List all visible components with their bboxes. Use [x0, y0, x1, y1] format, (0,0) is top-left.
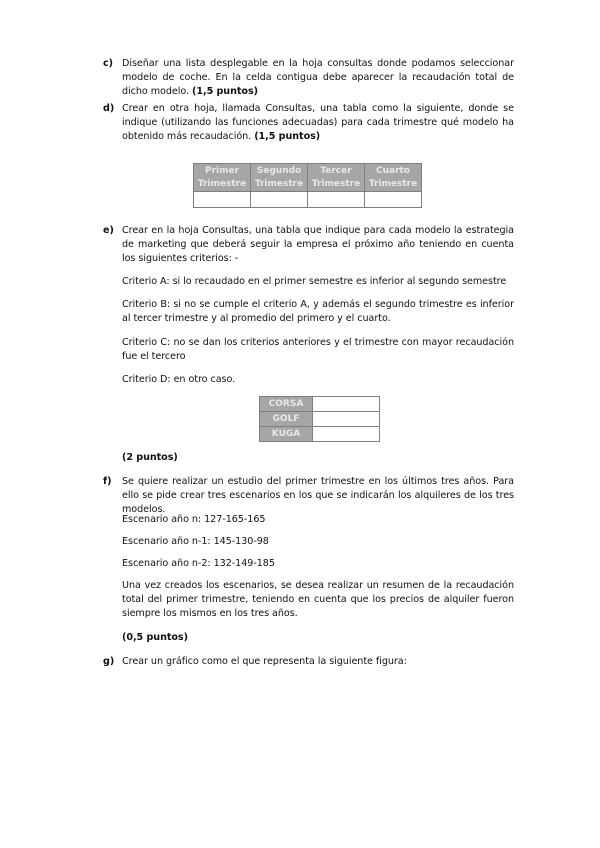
table-cell	[313, 427, 380, 442]
table-row	[260, 412, 380, 427]
item-e-points: (2 puntos)	[122, 452, 178, 463]
item-d-body: Crear en otra hoja, llamada Consultas, una tabla como la siguiente, donde se indique (utilizando las funciones adecuadas) para cada trimestre qué modelo ha obtenido más recaudación.	[122, 103, 514, 142]
header-cuarto-trimestre: Cuarto Trimestre	[365, 164, 422, 192]
item-c-marker: c)	[103, 58, 114, 69]
model-name-golf: GOLF	[260, 412, 313, 427]
item-e-marker: e)	[103, 225, 114, 236]
item-f-text: Se quiere realizar un estudio del primer trimestre en los últimos tres años. Para ello se pide crear tres escenarios en los que se indicarán los alquileres de los tres modelos.	[122, 476, 514, 515]
table-cell	[365, 192, 422, 208]
item-c-text	[122, 57, 514, 99]
table-cell	[308, 192, 365, 208]
item-d-points: (1,5 puntos)	[254, 131, 321, 142]
escenario-n-2: Escenario año n-2: 132-149-185	[122, 558, 275, 569]
item-e-text: Crear en la hoja Consultas, una tabla que indique para cada modelo la estrategia de marketing que deberá seguir la empresa el próximo año teniendo en cuenta los siguientes criterios: -	[122, 225, 514, 264]
item-c-body: Diseñar una lista desplegable en la hoja consultas donde podamos seleccionar modelo de coche. En la celda contigua debe aparecer la recaudación total de dicho modelo.	[122, 58, 514, 97]
header-tercer-trimestre: Tercer Trimestre	[308, 164, 365, 192]
trimestre-header-row	[194, 164, 422, 192]
item-f-marker: f)	[103, 476, 112, 487]
trimestre-table	[193, 163, 422, 208]
table-cell	[194, 192, 251, 208]
header-segundo-trimestre: Segundo Trimestre	[251, 164, 308, 192]
escenario-n: Escenario año n: 127-165-165	[122, 514, 266, 525]
item-g-text: Crear un gráfico como el que representa la siguiente figura:	[122, 656, 407, 667]
criterio-c: Criterio C: no se dan los criterios anteriores y el trimestre con mayor recaudación fue el tercero	[122, 337, 514, 362]
item-f-points: (0,5 puntos)	[122, 632, 188, 643]
table-cell	[251, 192, 308, 208]
item-g-marker: g)	[103, 656, 115, 667]
escenario-n-1: Escenario año n-1: 145-130-98	[122, 536, 269, 547]
model-table	[259, 396, 380, 442]
resumen-text: Una vez creados los escenarios, se desea realizar un resumen de la recaudación total del primer trimestre, teniendo en cuenta que los precios de alquiler fueron siempre los mismos en los tres años.	[122, 580, 514, 619]
criterio-a: Criterio A: si lo recaudado en el primer semestre es inferior al segundo semestre	[122, 276, 507, 287]
item-d-text	[122, 102, 514, 144]
trimestre-empty-row	[194, 192, 422, 208]
header-primer-trimestre: Primer Trimestre	[194, 164, 251, 192]
table-row	[260, 397, 380, 412]
table-cell	[313, 412, 380, 427]
model-name-kuga: KUGA	[260, 427, 313, 442]
criterio-d: Criterio D: en otro caso.	[122, 374, 236, 385]
criterio-b: Criterio B: si no se cumple el criterio A, y además el segundo trimestre es inferior al tercer trimestre y al promedio del primero y el cuarto.	[122, 299, 514, 324]
item-c-points: (1,5 puntos)	[192, 86, 258, 97]
model-name-corsa: CORSA	[260, 397, 313, 412]
item-d-marker: d)	[103, 103, 115, 114]
table-row	[260, 427, 380, 442]
table-cell	[313, 397, 380, 412]
